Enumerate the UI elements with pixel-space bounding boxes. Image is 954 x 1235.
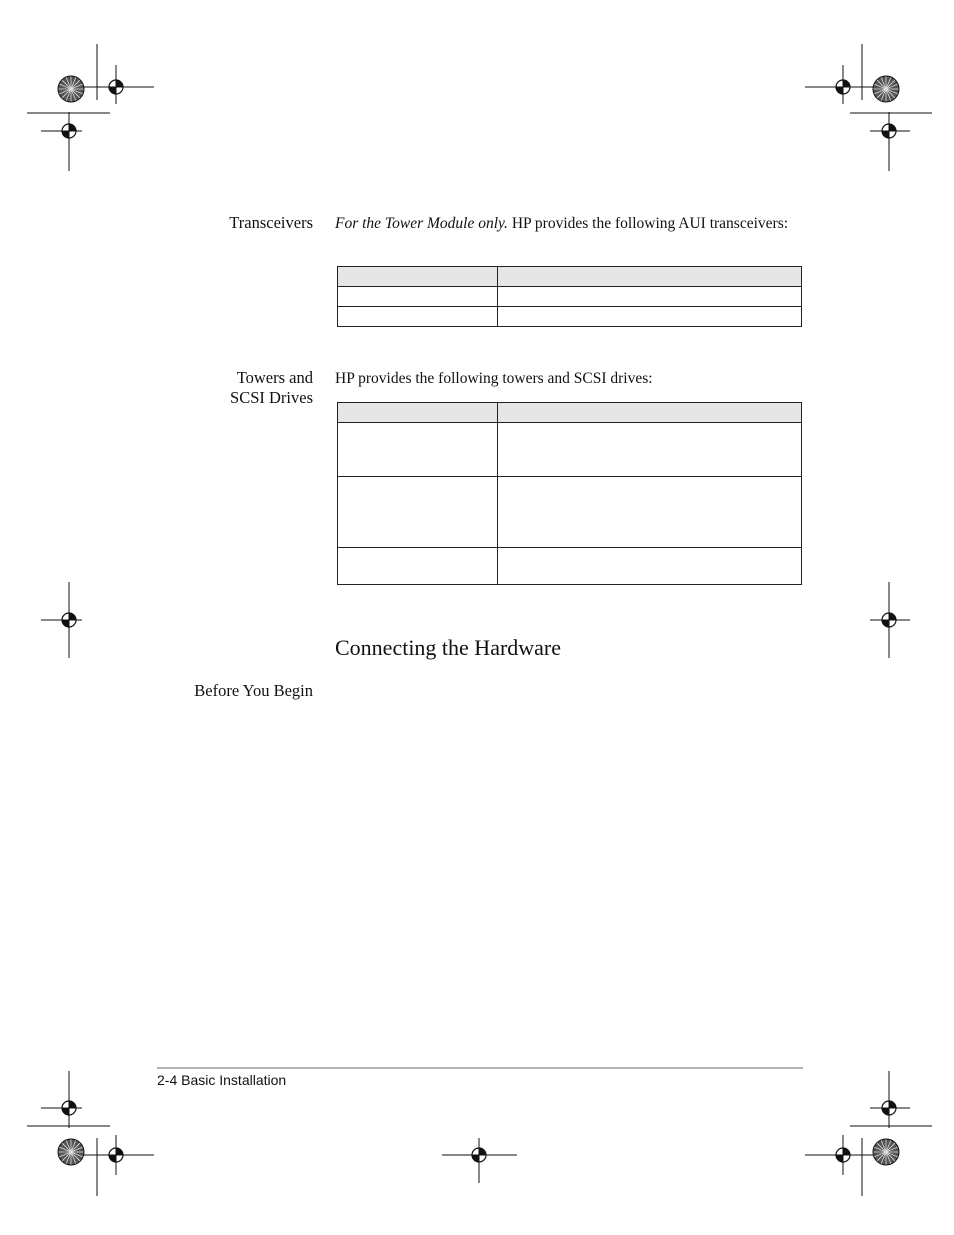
- towers-intro: HP provides the following towers and SCSI drives:: [335, 370, 653, 387]
- transceivers-intro-italic: For the Tower Module only.: [335, 215, 508, 232]
- transceivers-heading: Transceivers: [229, 213, 313, 232]
- table-header-cell: [338, 403, 498, 423]
- table-cell: [498, 548, 802, 585]
- towers-heading-line1: Towers and: [236, 368, 313, 387]
- table-cell: [338, 477, 498, 548]
- table-cell: [338, 287, 498, 307]
- towers-heading-line2: SCSI Drives: [230, 388, 313, 407]
- table-header-cell: [498, 403, 802, 423]
- table-cell: [338, 307, 498, 327]
- table-cell: [498, 423, 802, 477]
- before-you-begin-heading: Before You Begin: [194, 681, 313, 700]
- table-header-cell: [498, 267, 802, 287]
- table-row: [338, 307, 802, 327]
- table-header-row: [338, 267, 802, 287]
- towers-heading: [93, 368, 313, 408]
- transceivers-table: [337, 266, 802, 327]
- transceivers-intro: [335, 214, 805, 234]
- section-title: Connecting the Hardware: [335, 635, 562, 660]
- table-cell: [338, 548, 498, 585]
- table-row: [338, 423, 802, 477]
- table-cell: [498, 307, 802, 327]
- table-row: [338, 477, 802, 548]
- page-footer: 2-4 Basic Installation: [157, 1072, 287, 1088]
- table-cell: [498, 477, 802, 548]
- towers-table: [337, 402, 802, 585]
- table-header-cell: [338, 267, 498, 287]
- table-row: [338, 287, 802, 307]
- table-cell: [498, 287, 802, 307]
- transceivers-intro-rest: HP provides the following AUI transceivers:: [507, 215, 789, 232]
- footer-rule: [157, 1067, 803, 1069]
- table-header-row: [338, 403, 802, 423]
- table-cell: [338, 423, 498, 477]
- table-row: [338, 548, 802, 585]
